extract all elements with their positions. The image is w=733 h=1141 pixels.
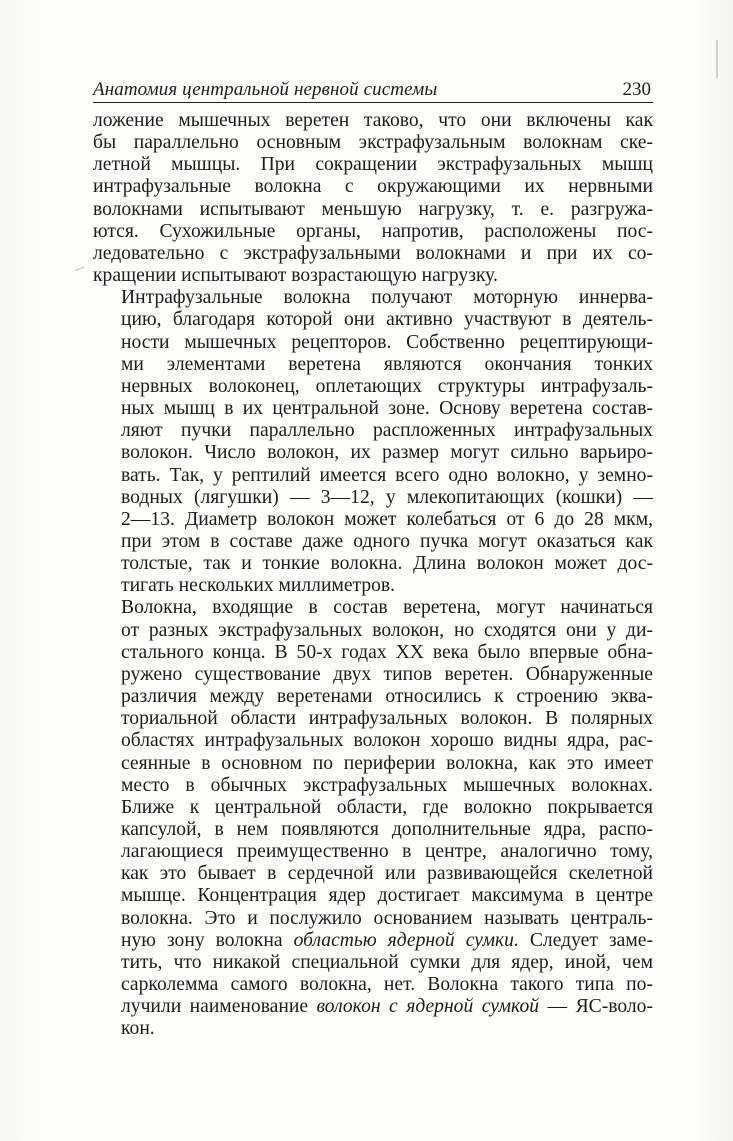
text-line: ляют пучки параллельно распложенных интрафузальных (121, 420, 653, 442)
text-line: ложение мышечных веретен таково, что они включены как (93, 110, 653, 131)
text-line-mixed (93, 1018, 653, 1040)
text-line: волокон. Число волокон, их размер могут сильно варьиро- (121, 442, 653, 464)
text-line: ледовательно с экстрафузальными волокнами и при их со- (93, 242, 653, 264)
text-line: нервных волоконец, оплетающих структуры интрафузаль- (121, 375, 653, 397)
text-line: ми элементами веретена являются окончания тонких (121, 353, 653, 375)
text-line: вать. Так, у рептилий имеется всего одно волокно, у земно- (121, 464, 653, 486)
text-line: летной мышцы. При сокращении экстрафузальных мышц (93, 154, 653, 176)
text-line: ются. Сухожильные органы, напротив, расположены пос- (93, 220, 653, 242)
text-line: ториальной области интрафузальных волокон. В полярных (121, 708, 653, 730)
text-line: капсулой, в нем появляются дополнительные ядра, распо- (121, 819, 653, 840)
text-run: кон. (121, 1018, 155, 1040)
text-line-mixed (93, 996, 653, 1018)
text-line: место в обычных экстрафузальных мышечных волокнах. (121, 774, 653, 796)
margin-pencil-mark (75, 267, 87, 277)
text-line: водных (лягушки) — 3—12, у млекопитающих (кошки) — (121, 486, 653, 508)
text-line-mixed (93, 930, 653, 952)
text-line: сеянные в основном по периферии волокна, как это имеет (121, 752, 653, 774)
text-line: Волокна, входящие в состав веретена, могут начинаться (121, 597, 653, 619)
page-number: 230 (622, 79, 651, 100)
text-line: 2—13. Диаметр волокон может колебаться от 6 до 28 мкм, (121, 508, 653, 530)
body-text (93, 110, 653, 1041)
text-line: лагающиеся преимущественно в центре, аналогично тому, (121, 841, 653, 863)
text-line: Интрафузальные волокна получают моторную иннерва- (121, 287, 653, 309)
text-run: тить, что никакой специальной сумки для ядер, иной, чем (121, 951, 653, 973)
text-line: Ближе к центральной области, где волокно покрывается (121, 796, 653, 818)
text-line: волокнами испытывают меньшую нагрузку, т. е. разгружа- (93, 198, 653, 220)
text-line-mixed (93, 974, 653, 996)
running-head: Анатомия центральной нервной системы (93, 79, 438, 100)
text-run: сарколемма самого волокна, нет. Волокна такого типа по- (121, 974, 653, 996)
page-header (93, 76, 653, 103)
text-line: стального конца. В 50-х годах XX века было впервые обна- (121, 641, 653, 663)
text-line: толстые, так и тонкие волокна. Длина волокон может дос- (121, 553, 653, 575)
text-line: как это бывает в сердечной или развивающейся скелетной (121, 863, 653, 885)
text-line: различия между веретенами относились к строению эква- (121, 686, 653, 708)
text-line: от разных экстрафузальных волокон, но сходятся они у ди- (121, 619, 653, 641)
text-line: при этом в составе даже одного пучка могут оказаться как (121, 530, 653, 552)
text-run: Следует заме- (518, 929, 653, 951)
text-run: — ЯС-воло- (539, 996, 653, 1018)
scan-edge-mark (716, 40, 718, 78)
text-line: тигать нескольких миллиметров. (121, 575, 396, 597)
text-line-mixed (93, 952, 653, 974)
text-line: бы параллельно основным экстрафузальным волокнам ске- (93, 132, 653, 154)
text-line: цию, благодаря которой они активно участвуют в деятель- (121, 309, 653, 331)
text-line: областях интрафузальных волокон хорошо видны ядра, рас- (121, 730, 653, 752)
text-line: ных мышц в их центральной зоне. Основу веретена состав- (121, 398, 653, 420)
paragraph-1 (93, 110, 653, 287)
text-line: кращении испытывают возрастающую нагрузку. (93, 265, 498, 287)
text-line: волокна. Это и послужило основанием называть централь- (121, 907, 653, 929)
text-line: интрафузальные волокна с окружающими их нервными (93, 176, 653, 198)
text-run: ную зону волокна (121, 929, 294, 951)
text-line: мышце. Концентрация ядер достигает максимума в центре (121, 885, 653, 907)
paragraph-2 (93, 287, 653, 597)
italic-term: областью ядерной сумки. (293, 929, 519, 951)
text-line: ружено существование двух типов веретен. Обнаруженные (121, 663, 653, 685)
text-line: ности мышечных рецепторов. Собственно рецептирующи- (121, 331, 653, 353)
italic-term: волокон с ядерной сумкой (316, 996, 540, 1018)
text-run: лучили наименование (121, 996, 317, 1018)
paragraph-3 (93, 597, 653, 1040)
